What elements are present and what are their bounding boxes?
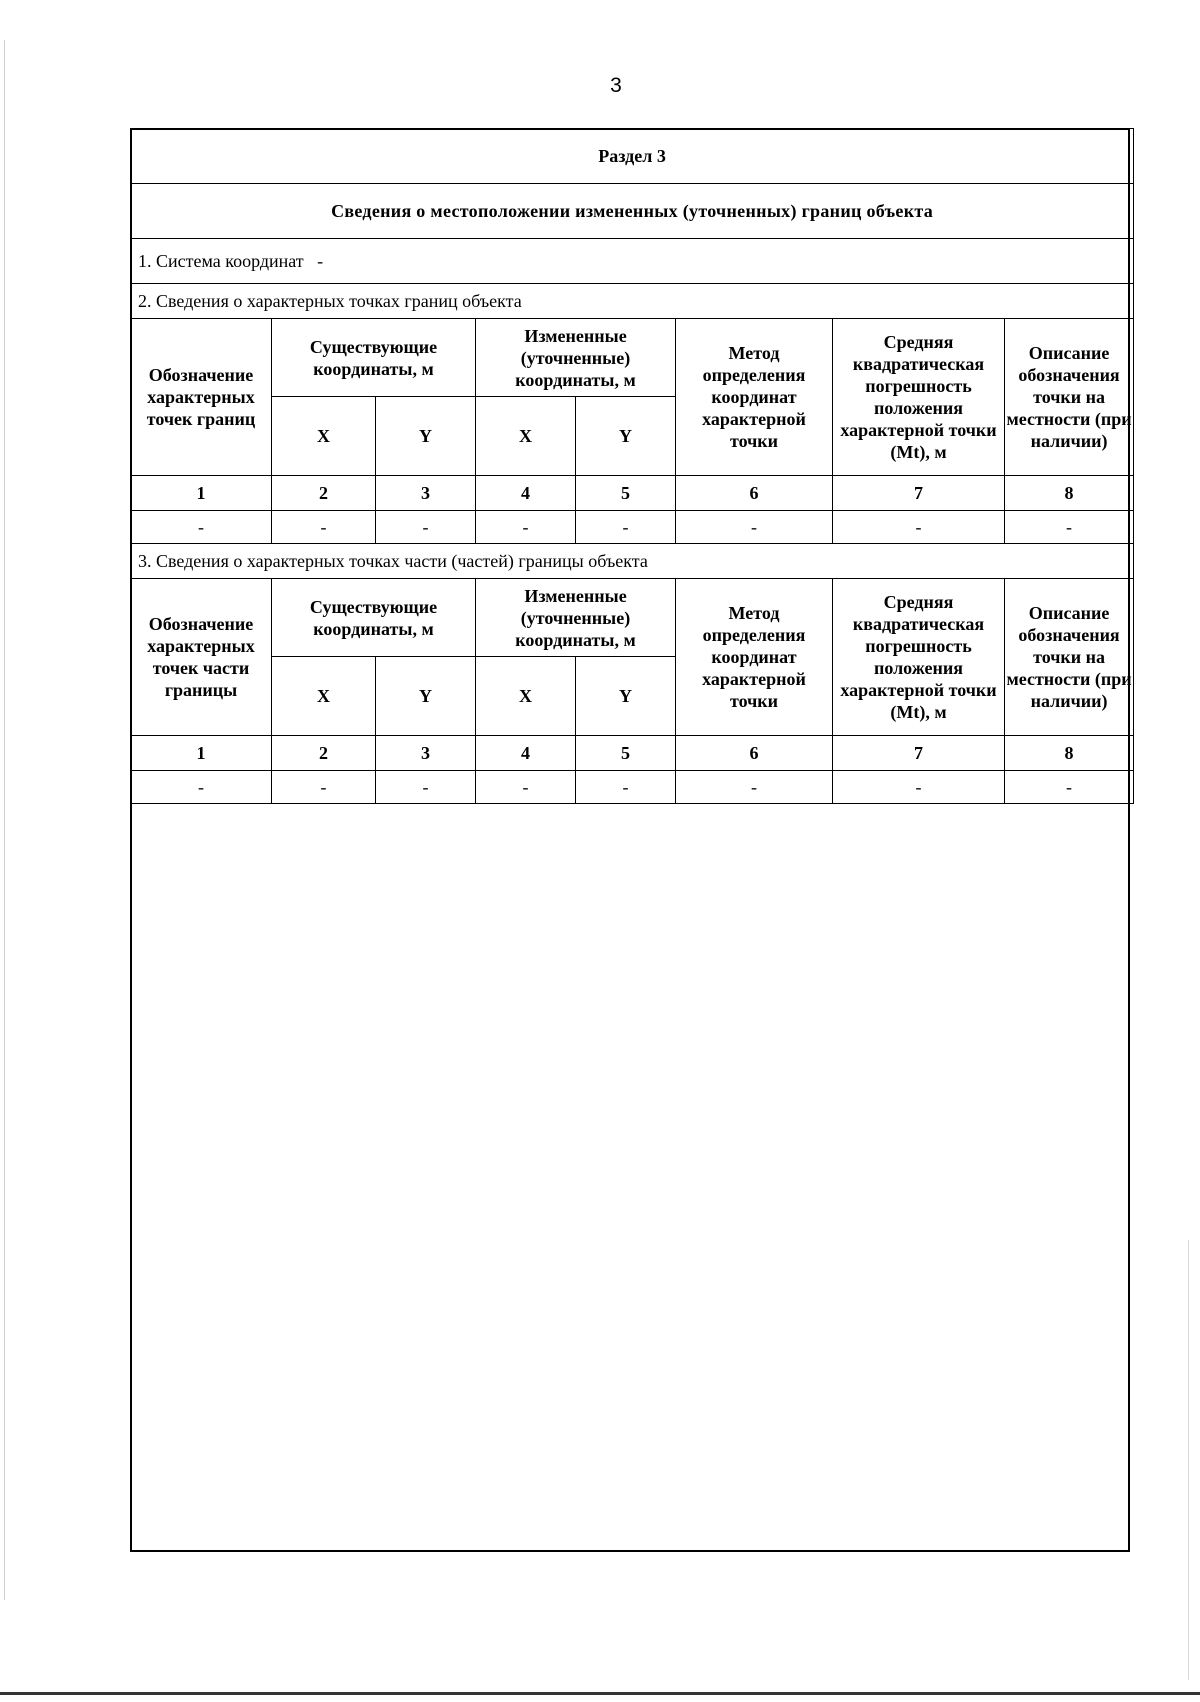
table2-cell: - bbox=[131, 771, 272, 804]
table1-col-number: 4 bbox=[476, 476, 576, 511]
page-number: 3 bbox=[610, 74, 622, 97]
table1-cell: - bbox=[676, 511, 833, 544]
table1-header-existing-y: Y bbox=[376, 397, 476, 476]
table2-col-number: 7 bbox=[833, 736, 1005, 771]
table2-header-changed-y: Y bbox=[576, 657, 676, 736]
table1-col-number: 1 bbox=[131, 476, 272, 511]
table1-header-description: Описание обозначения точки на местности (при наличии) bbox=[1005, 319, 1134, 476]
table1-col-number: 3 bbox=[376, 476, 476, 511]
table1-header-error: Средняя квадратическая погрешность положения характерной точки (Mt), м bbox=[833, 319, 1005, 476]
table2-col-number: 6 bbox=[676, 736, 833, 771]
scan-edge-right bbox=[1188, 1240, 1189, 1680]
table1-header-changed-y: Y bbox=[576, 397, 676, 476]
table1-cell: - bbox=[131, 511, 272, 544]
coordinate-system-row bbox=[131, 239, 1134, 284]
table2-header-changed: Измененные (уточненные) координаты, м bbox=[476, 579, 676, 657]
table2-cell: - bbox=[676, 771, 833, 804]
table2-header-error: Средняя квадратическая погрешность положения характерной точки (Mt), м bbox=[833, 579, 1005, 736]
table1-column-numbers bbox=[131, 476, 1134, 511]
table2-header-changed-x: X bbox=[476, 657, 576, 736]
table2-cell: - bbox=[576, 771, 676, 804]
coordinate-system-label: 1. Система координат bbox=[138, 251, 304, 271]
section-subtitle: Сведения о местоположении измененных (уточненных) границ объекта bbox=[131, 184, 1134, 239]
table1-header-method: Метод определения координат характерной точки bbox=[676, 319, 833, 476]
table1-cell: - bbox=[1005, 511, 1134, 544]
table1-col-number: 7 bbox=[833, 476, 1005, 511]
table1-cell: - bbox=[833, 511, 1005, 544]
scan-bottom-edge bbox=[0, 1692, 1200, 1695]
table1-header-changed-x: X bbox=[476, 397, 576, 476]
table1-cell: - bbox=[576, 511, 676, 544]
table2-header-existing-y: Y bbox=[376, 657, 476, 736]
table2-cell: - bbox=[272, 771, 376, 804]
section-title: Раздел 3 bbox=[131, 129, 1134, 184]
table2-caption: 3. Сведения о характерных точках части (частей) границы объекта bbox=[131, 544, 1134, 579]
table2-col-number: 1 bbox=[131, 736, 272, 771]
section-table bbox=[130, 128, 1134, 804]
table2-col-number: 2 bbox=[272, 736, 376, 771]
table1-col-number: 5 bbox=[576, 476, 676, 511]
table1-cell: - bbox=[376, 511, 476, 544]
table1-caption: 2. Сведения о характерных точках границ объекта bbox=[131, 284, 1134, 319]
table2-cell: - bbox=[1005, 771, 1134, 804]
table1-header-changed: Измененные (уточненные) координаты, м bbox=[476, 319, 676, 397]
table2-header-existing: Существующие координаты, м bbox=[272, 579, 476, 657]
table1-col-number: 8 bbox=[1005, 476, 1134, 511]
table2-cell: - bbox=[833, 771, 1005, 804]
table2-header-method: Метод определения координат характерной точки bbox=[676, 579, 833, 736]
table2-cell: - bbox=[376, 771, 476, 804]
table2-row bbox=[131, 771, 1134, 804]
table1-header-existing: Существующие координаты, м bbox=[272, 319, 476, 397]
table2-header-existing-x: X bbox=[272, 657, 376, 736]
table1-header-existing-x: X bbox=[272, 397, 376, 476]
table2-cell: - bbox=[476, 771, 576, 804]
table2-header-description: Описание обозначения точки на местности (при наличии) bbox=[1005, 579, 1134, 736]
table1-row bbox=[131, 511, 1134, 544]
table2-col-number: 8 bbox=[1005, 736, 1134, 771]
table1-cell: - bbox=[476, 511, 576, 544]
table2-col-number: 3 bbox=[376, 736, 476, 771]
scan-edge-left bbox=[4, 40, 5, 1600]
table2-column-numbers bbox=[131, 736, 1134, 771]
table1-col-number: 2 bbox=[272, 476, 376, 511]
table2-header-designation: Обозначение характерных точек части границы bbox=[131, 579, 272, 736]
table1-cell: - bbox=[272, 511, 376, 544]
table1-header-designation: Обозначение характерных точек границ bbox=[131, 319, 272, 476]
coordinate-system-value: - bbox=[317, 251, 324, 271]
table2-col-number: 4 bbox=[476, 736, 576, 771]
table2-col-number: 5 bbox=[576, 736, 676, 771]
table1-col-number: 6 bbox=[676, 476, 833, 511]
